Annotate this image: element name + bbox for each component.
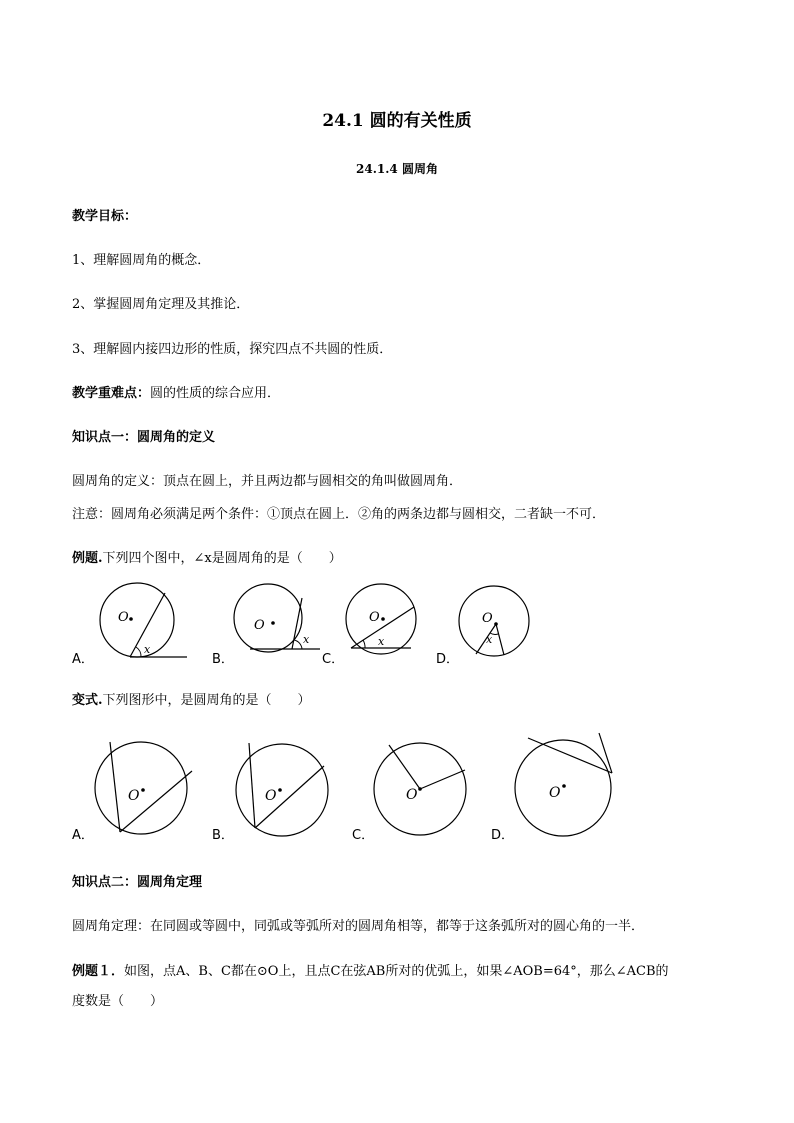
center-label: O bbox=[128, 788, 140, 804]
variant-figure-d bbox=[513, 730, 623, 840]
example1-text: 如图，点A、B、C都在⊙O上，且点C在弦AB所对的优弧上，如果∠AOB=64°，那么∠ACB的 bbox=[124, 964, 669, 979]
option-b-label: B． bbox=[212, 652, 234, 667]
objective-item: 1、理解圆周角的概念． bbox=[72, 253, 211, 268]
angle-label: x bbox=[303, 633, 310, 646]
variant-figure-b bbox=[232, 740, 342, 840]
option-a-label: A． bbox=[72, 652, 94, 667]
center-label: O bbox=[369, 610, 380, 625]
variant-option-c-label: C． bbox=[352, 828, 375, 843]
option-d-label: D． bbox=[436, 652, 460, 667]
example-figure-a bbox=[90, 585, 200, 665]
section1-heading: 知识点一：圆周角的定义 bbox=[72, 430, 216, 445]
angle-label: x bbox=[378, 635, 385, 648]
key-points-label: 教学重难点： bbox=[72, 386, 151, 401]
variant-option-a-label: A． bbox=[72, 828, 94, 843]
variant-option-d-label: D． bbox=[491, 828, 515, 843]
center-label: O bbox=[265, 788, 277, 804]
example1-line2: 度数是（ ） bbox=[72, 994, 164, 1009]
variant-text: 下列图形中，是圆周角的是（ ） bbox=[102, 693, 311, 708]
option-c-label: C． bbox=[322, 652, 345, 667]
example-label: 例题. bbox=[72, 551, 103, 566]
variant-question bbox=[72, 689, 311, 708]
variant-option-b-label: B． bbox=[212, 828, 234, 843]
key-points bbox=[72, 382, 280, 401]
example-figure-d bbox=[458, 587, 538, 667]
example-text: 下列四个图中，∠x是圆周角的是（ ） bbox=[102, 551, 342, 566]
example1-line1 bbox=[72, 960, 669, 979]
theorem-text: 圆周角定理：在同圆或等圆中，同弧或等弧所对的圆周角相等，都等于这条弧所对的圆心角的一半． bbox=[72, 919, 645, 934]
objectives-heading: 教学目标： bbox=[72, 209, 138, 224]
angle-label: x bbox=[144, 643, 151, 656]
variant-label: 变式. bbox=[72, 693, 103, 708]
objective-item: 2、掌握圆周角定理及其推论． bbox=[72, 297, 250, 312]
example1-label: 例题１． bbox=[72, 964, 125, 979]
example-figure-c bbox=[345, 586, 425, 666]
key-points-text: 圆的性质的综合应用． bbox=[150, 386, 281, 401]
variant-figure-c bbox=[373, 740, 473, 840]
page-title: 24.1 圆的有关性质 bbox=[322, 111, 472, 131]
variant-figure-a bbox=[93, 738, 203, 838]
page-subtitle: 24.1.4 圆周角 bbox=[356, 162, 438, 176]
objective-item: 3、理解圆内接四边形的性质，探究四点不共圆的性质． bbox=[72, 342, 393, 357]
center-label: O bbox=[406, 787, 418, 803]
center-label: O bbox=[482, 611, 493, 626]
center-label: O bbox=[549, 785, 561, 801]
angle-label: x bbox=[486, 633, 493, 646]
example-figure-b bbox=[232, 588, 332, 668]
definition-text: 圆周角的定义：顶点在圆上，并且两边都与圆相交的角叫做圆周角． bbox=[72, 474, 463, 489]
section2-heading: 知识点二：圆周角定理 bbox=[72, 875, 203, 890]
center-label: O bbox=[254, 618, 265, 633]
example-question bbox=[72, 547, 342, 566]
center-label: O bbox=[118, 610, 129, 625]
note-text: 注意：圆周角必须满足两个条件：①顶点在圆上．②角的两条边都与圆相交，二者缺一不可． bbox=[72, 507, 606, 522]
